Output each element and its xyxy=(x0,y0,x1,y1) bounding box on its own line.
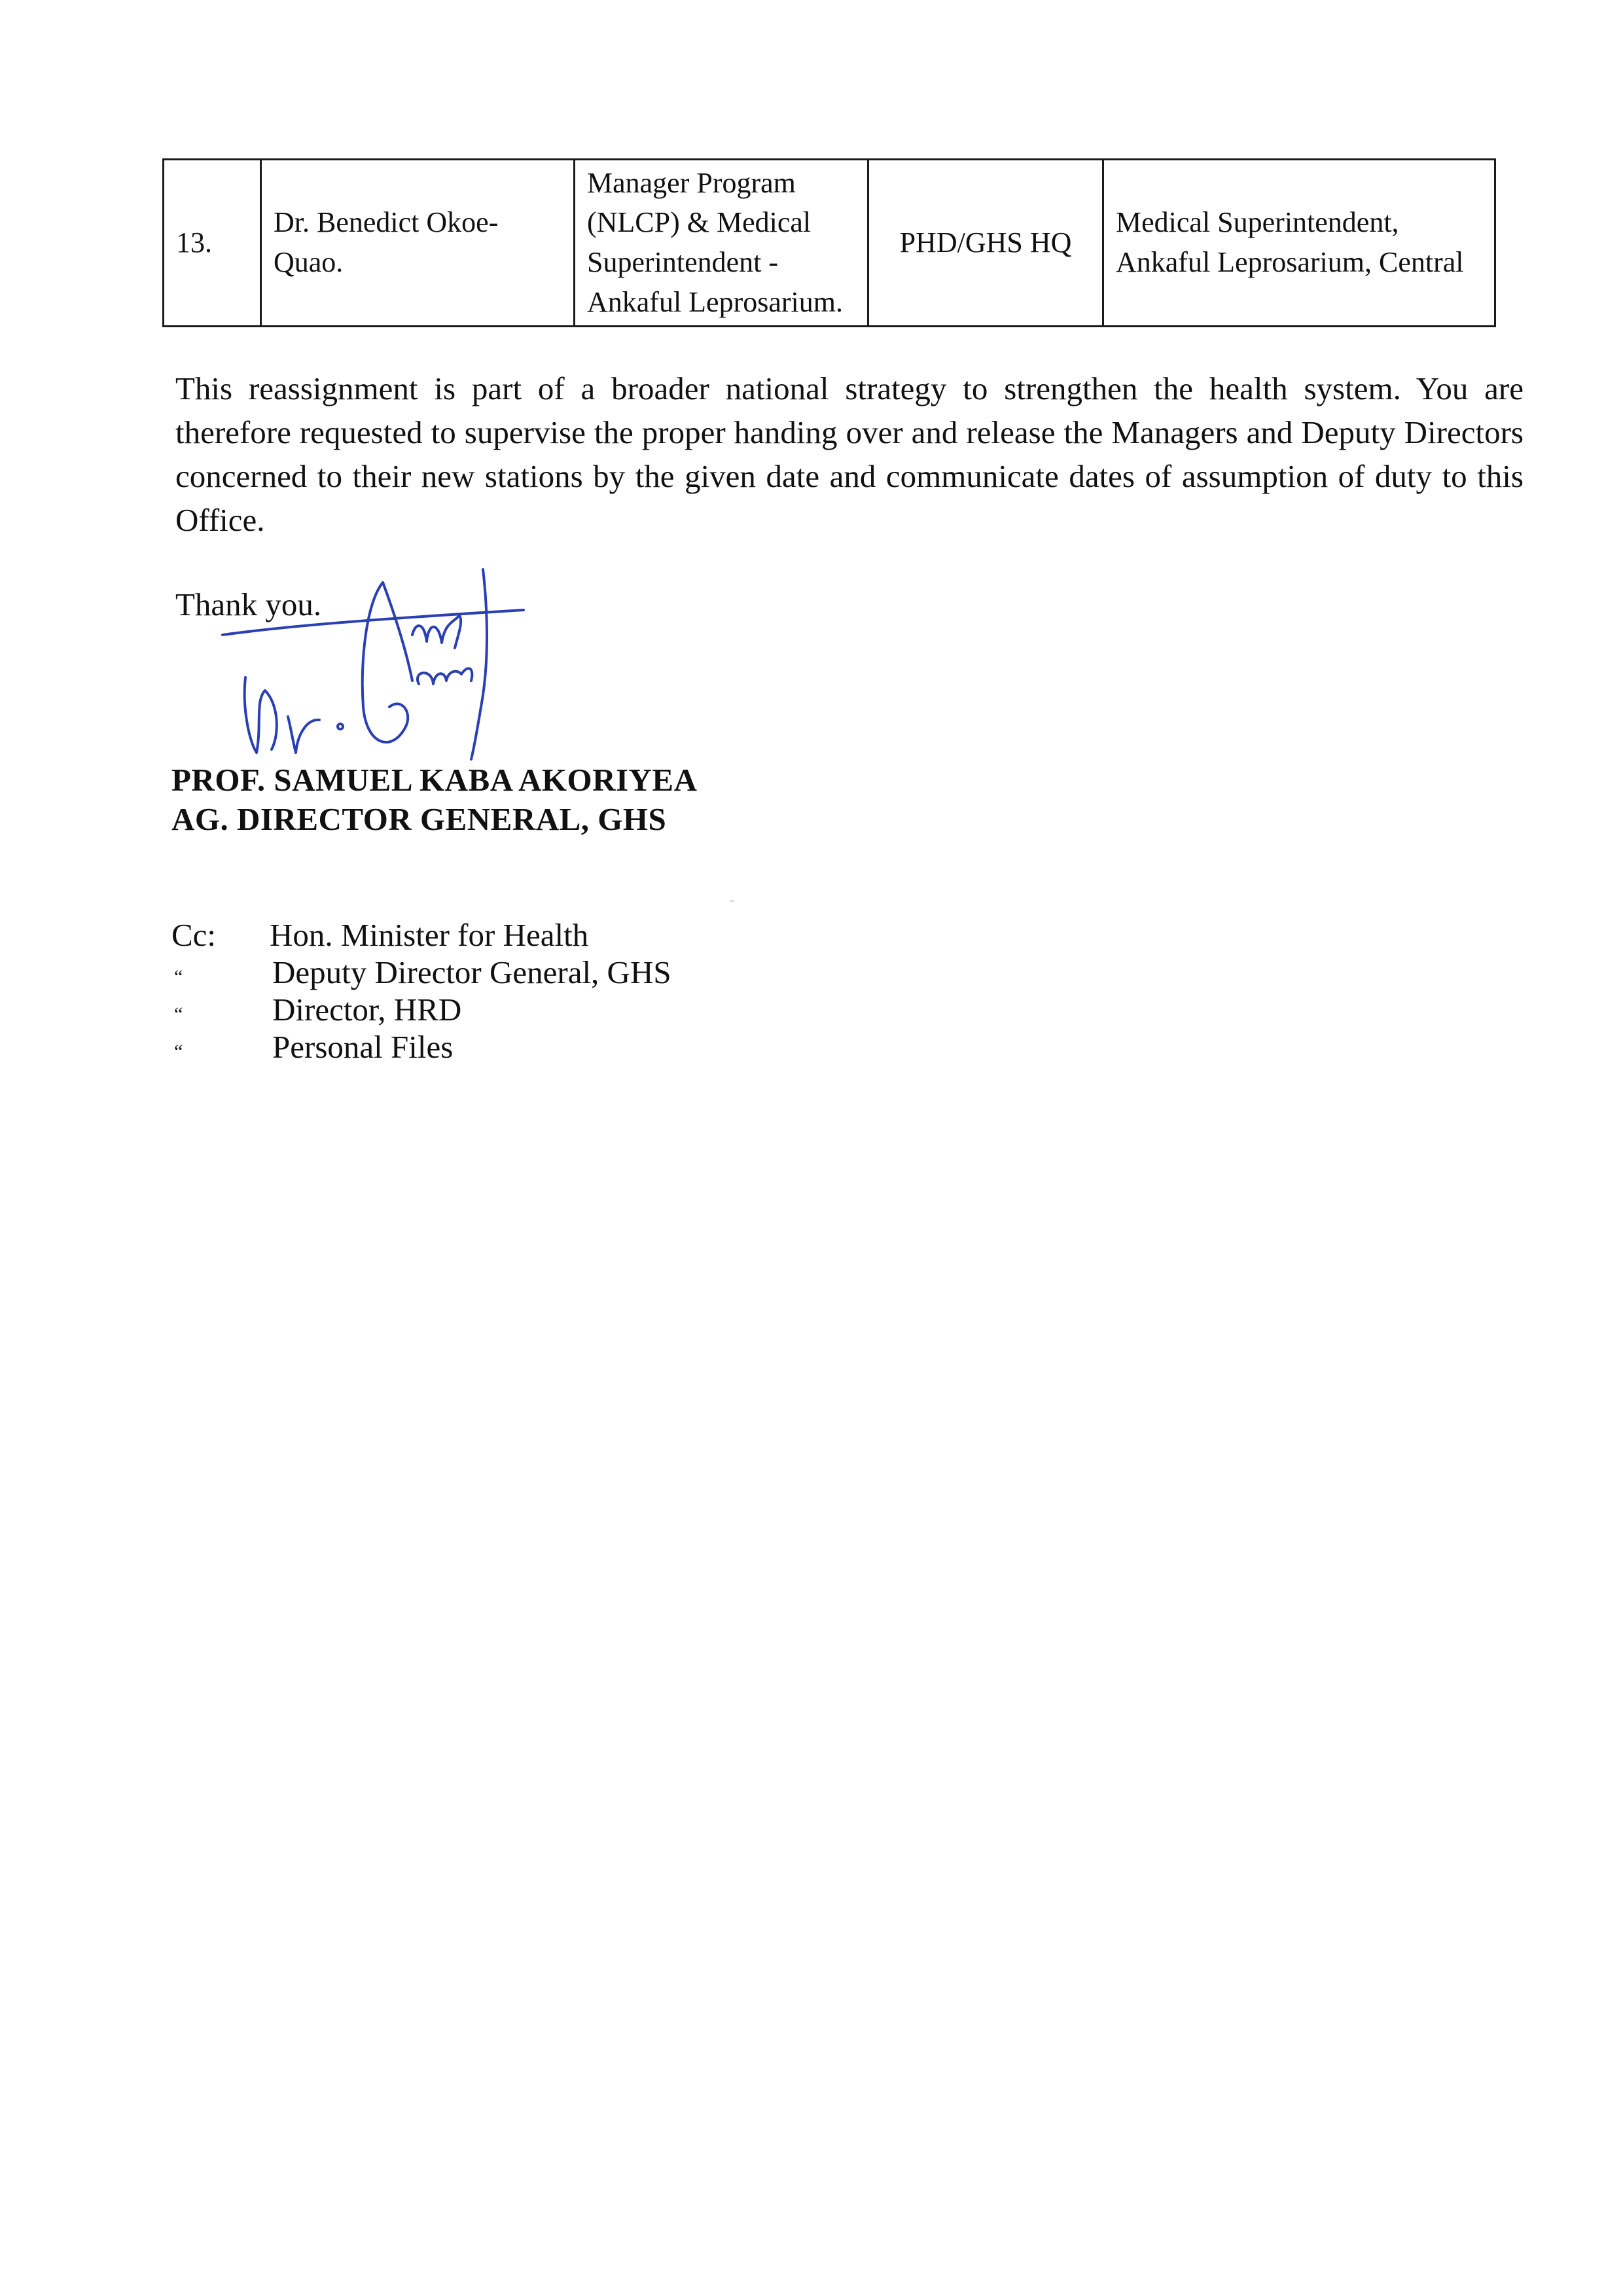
closing-line: Thank you. xyxy=(175,586,322,622)
signatory-title: AG. DIRECTOR GENERAL, GHS xyxy=(171,801,667,837)
ditto-mark: “ xyxy=(174,966,183,988)
cc-row xyxy=(171,1028,671,1066)
new-posting: Medical Superintendent, Ankaful Leprosarium, Central xyxy=(1116,206,1464,278)
name-cell xyxy=(261,160,575,327)
current-position-cell xyxy=(575,160,868,327)
from-station-cell xyxy=(868,160,1103,327)
from-station: PHD/GHS HQ xyxy=(899,226,1072,259)
handwritten-signature xyxy=(216,556,582,772)
current-position: Manager Program (NLCP) & Medical Superintendent - Ankaful Leprosarium. xyxy=(587,166,843,318)
cc-recipient: Deputy Director General, GHS xyxy=(272,954,671,990)
cc-row xyxy=(171,916,671,954)
new-posting-cell xyxy=(1103,160,1495,327)
cc-row xyxy=(171,991,671,1028)
cc-recipient: Personal Files xyxy=(272,1029,454,1065)
ditto-mark: “ xyxy=(174,1041,183,1062)
cc-row xyxy=(171,954,671,991)
signatory-name: PROF. SAMUEL KABA AKORIYEA xyxy=(171,762,698,798)
cc-label: Cc: xyxy=(171,917,217,953)
row-number: 13. xyxy=(176,226,212,259)
body-paragraph: This reassignment is part of a broader national strategy to strengthen the health system. You are therefore requested to supervise the proper handing over and release the Managers and Deputy Directors concerned to their new stations by the given date and communicate dates of assumption of duty to this Office. xyxy=(175,370,1524,538)
cc-recipient: Director, HRD xyxy=(272,992,462,1028)
reassignment-table xyxy=(162,158,1496,327)
cc-list xyxy=(171,916,671,1066)
officer-name: Dr. Benedict Okoe-Quao. xyxy=(274,206,499,278)
ditto-mark: “ xyxy=(174,1003,183,1025)
table-row xyxy=(164,160,1495,327)
row-number-cell xyxy=(164,160,261,327)
cc-recipient: Hon. Minister for Health xyxy=(270,917,589,953)
scan-speck xyxy=(730,900,734,902)
